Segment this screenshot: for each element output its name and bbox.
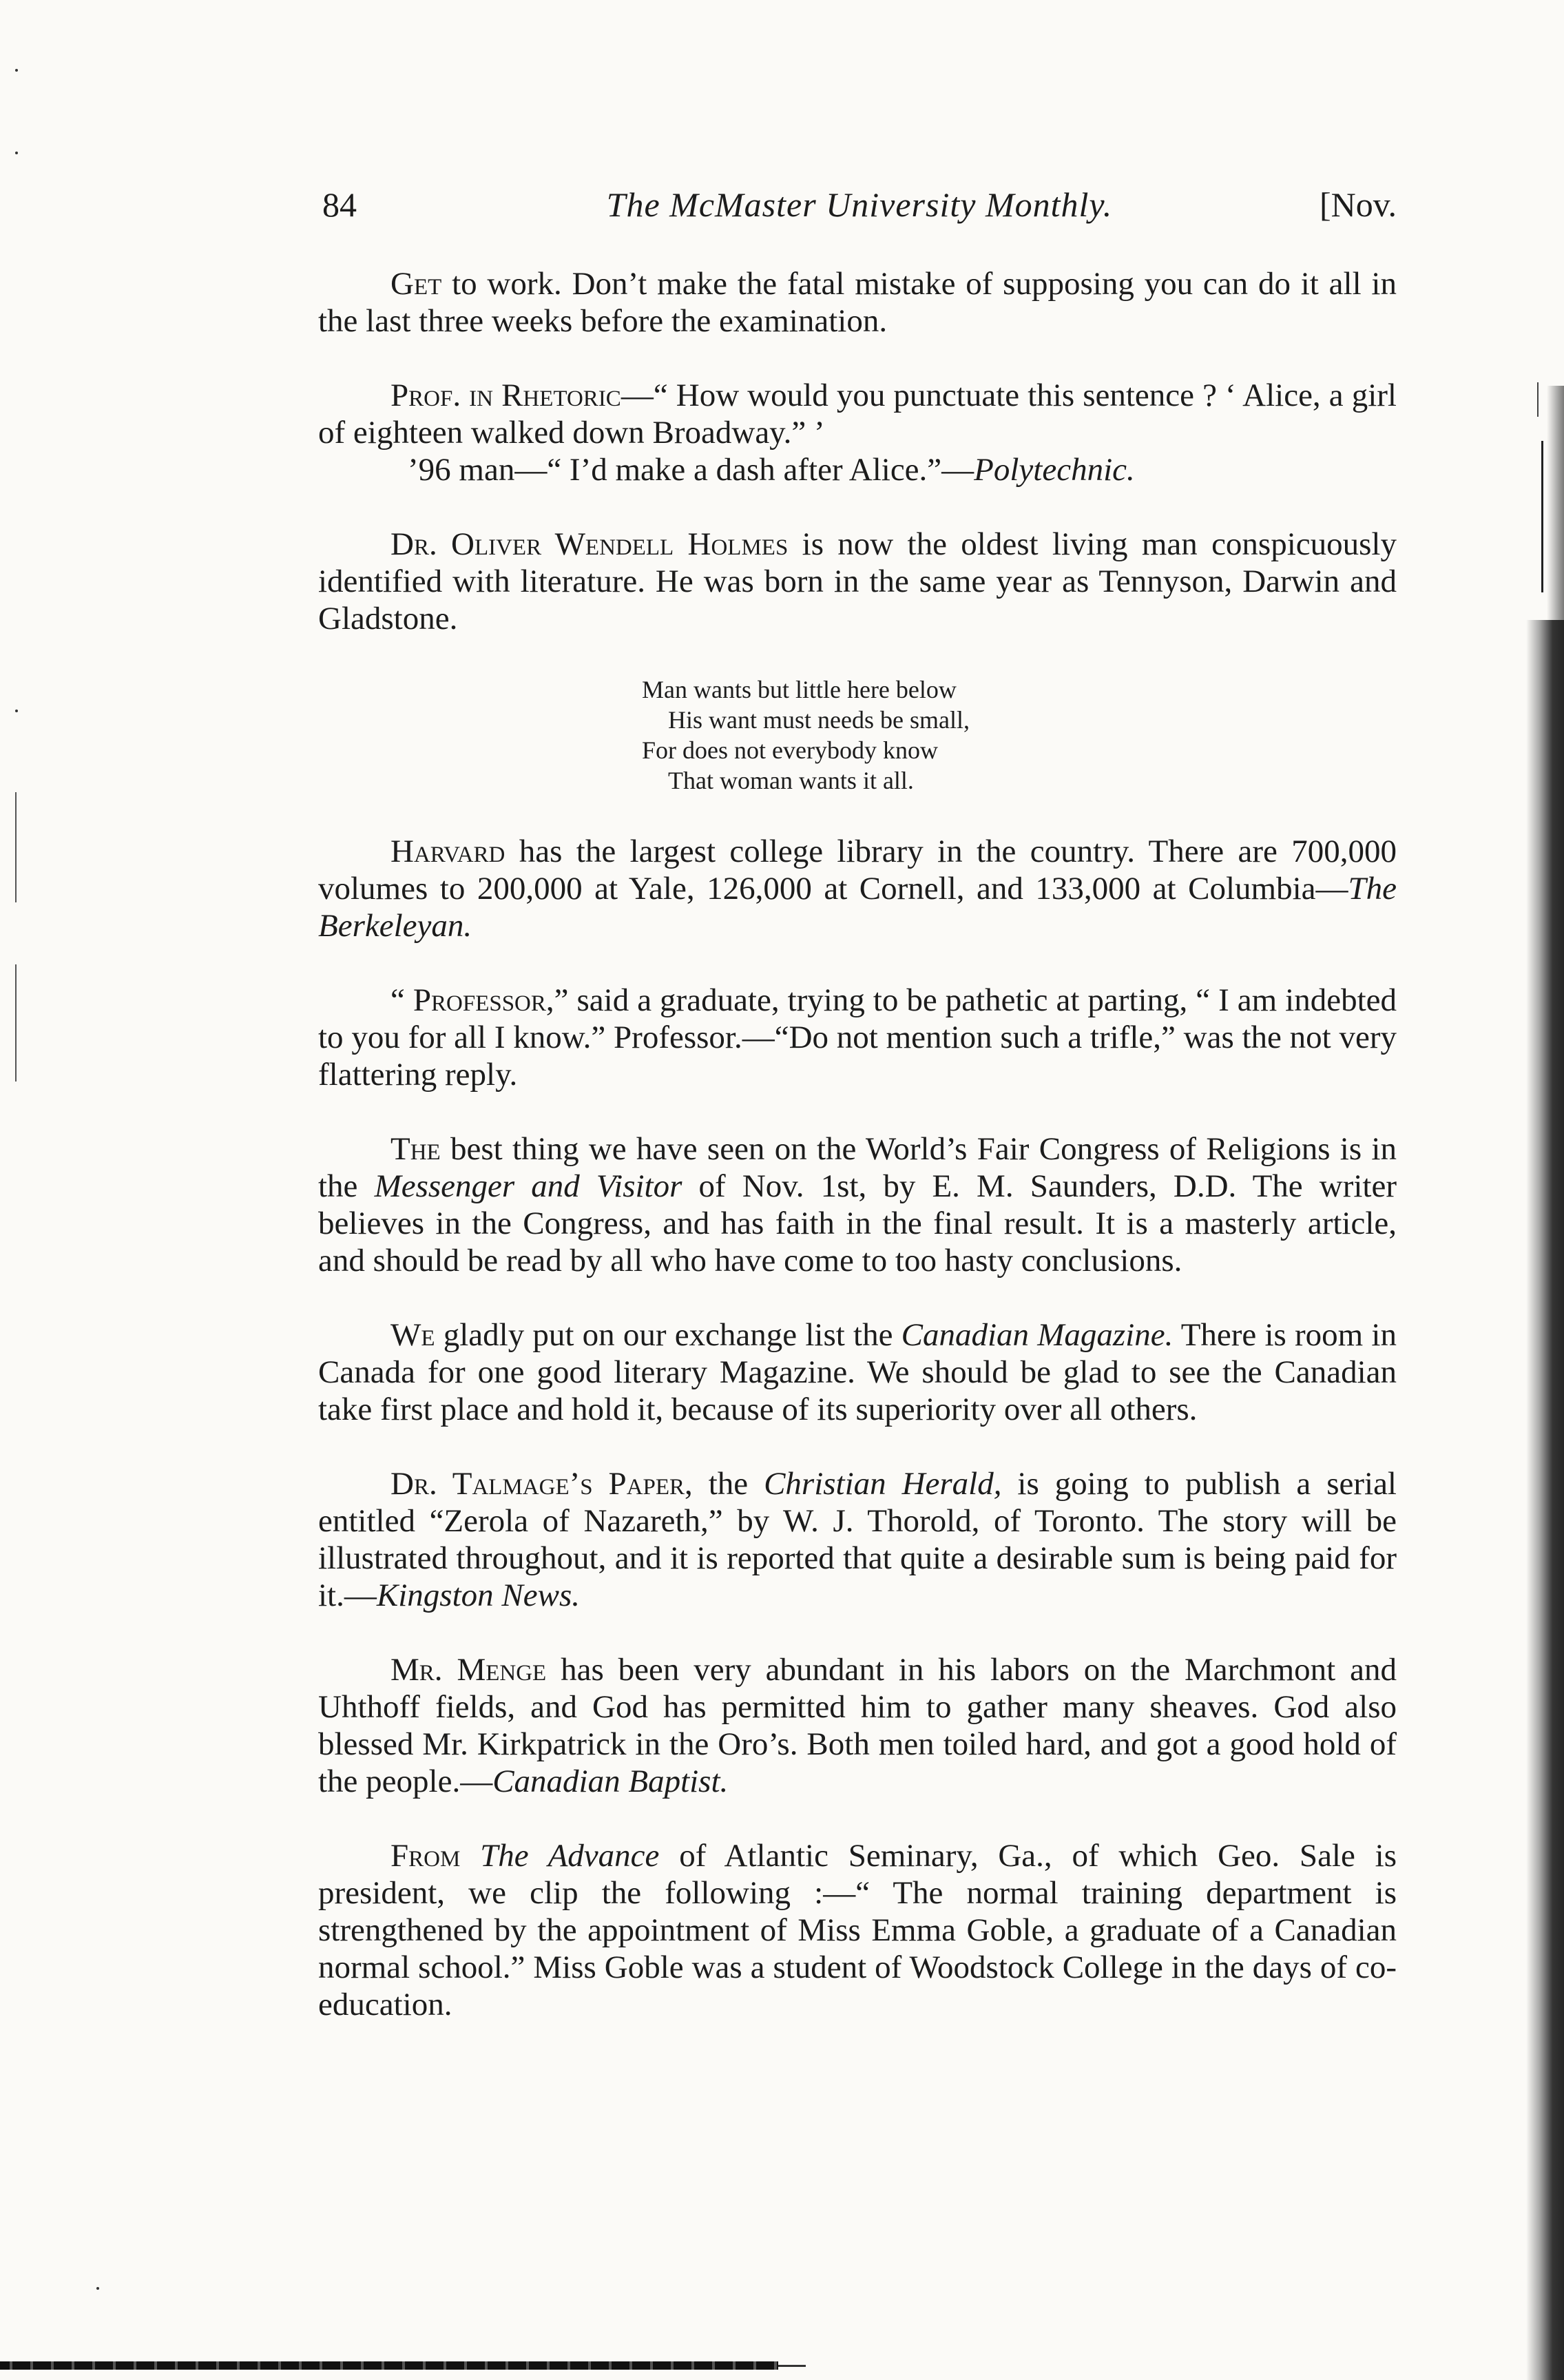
paragraph-holmes: Dr. Oliver Wendell Holmes is now the oldest living man conspicuously identified with literature. He was born in the same year as Tennyson, Darwin and Gladstone. [318, 526, 1397, 637]
paragraph-harvard: Harvard has the largest college library in the country. There are 700,000 volumes to 200,000 at Yale, 126,000 at Cornell, and 133,000 at Columbia—The Berkeleyan. [318, 834, 1397, 944]
source-citation: Kingston News. [376, 1577, 580, 1613]
paragraph-rhetoric: Prof. in Rhetoric—“ How would you punctuate this sentence ? ‘ Alice, a girl of eighteen walked down Broadway.” ’ ’96 man—“ I’d make a dash after Alice.”—Polytechnic. [318, 377, 1397, 488]
margin-mark [15, 792, 17, 902]
bottom-rule [778, 2365, 806, 2367]
publication-name: Christian Herald, [764, 1466, 1002, 1502]
verse-line: His want must needs be small, [668, 706, 970, 734]
page-number: 84 [322, 185, 357, 224]
paragraph-menge: Mr. Menge has been very abundant in his labors on the Marchmont and Uhthoff fields, and God has permitted him to gather many sheaves. God also blessed Mr. Kirkpatrick in the Oro’s. Both men toiled hard, and got a good hold of the people.—Canadian Baptist. [318, 1652, 1397, 1799]
verse-line: Man wants but little here below [642, 676, 957, 703]
page-edge-shadow [1526, 620, 1564, 2380]
margin-mark [15, 964, 17, 1082]
paragraph-canadian-magazine: We gladly put on our exchange list the Canadian Magazine. There is room in Canada for one good literary Magazine. We should be glad to see the Canadian take first place and hold it, because of its superiority over all others. [318, 1317, 1397, 1427]
speck [15, 710, 18, 712]
margin-mark [1537, 382, 1539, 417]
paragraph-get-to-work: Get to work. Don’t make the fatal mistake of supposing you can do it all in the last three weeks before the examination. [318, 266, 1397, 339]
source-citation: Polytechnic. [974, 452, 1135, 488]
publication-name: Canadian Magazine. [901, 1317, 1174, 1353]
verse-block [318, 674, 1397, 796]
issue-month: [Nov. [1319, 185, 1397, 224]
verse-line: That woman wants it all. [668, 767, 914, 794]
source-citation: The Berkeleyan. [318, 871, 1397, 944]
source-citation: Canadian Baptist. [492, 1763, 729, 1799]
publication-name: The Advance [480, 1838, 660, 1874]
journal-title: The McMaster University Monthly. [606, 185, 1113, 224]
bottom-rule [0, 2361, 778, 2370]
article-body [318, 265, 1397, 2060]
speck [15, 152, 18, 154]
speck [15, 69, 18, 72]
paragraph-talmage: Dr. Talmage’s Paper, the Christian Herald, is going to publish a serial entitled “Zerola of Nazareth,” by W. J. Thorold, of Toronto. The story will be illustrated throughout, and it is reported that quite a desirable sum is being paid for it.—Kingston News. [318, 1466, 1397, 1613]
margin-mark [1541, 441, 1543, 592]
paragraph-advance: From The Advance of Atlantic Seminary, Ga., of which Geo. Sale is president, we clip the following :—“ The normal training department is strengthened by the appointment of Miss Emma Goble, a graduate of a Canadian normal school.” Miss Goble was a student of Woodstock College in the days of co-education. [318, 1838, 1397, 2022]
paragraph-professor: “ Professor,” said a graduate, trying to be pathetic at parting, “ I am indebted to you for all I know.” Professor.—“Do not mention such a trifle,” was the not very flattering reply. [318, 982, 1397, 1093]
running-header [322, 185, 1397, 240]
paragraph-worlds-fair: The best thing we have seen on the World’s Fair Congress of Religions is in the Messenger and Visitor of Nov. 1st, by E. M. Saunders, D.D. The writer believes in the Congress, and has faith in the final result. It is a masterly article, and should be read by all who have come to too hasty conclusions. [318, 1131, 1397, 1279]
page-edge-shadow [1547, 386, 1564, 620]
publication-name: Messenger and Visitor [374, 1168, 682, 1204]
verse-line: For does not everybody know [642, 736, 938, 764]
speck [96, 2287, 99, 2290]
